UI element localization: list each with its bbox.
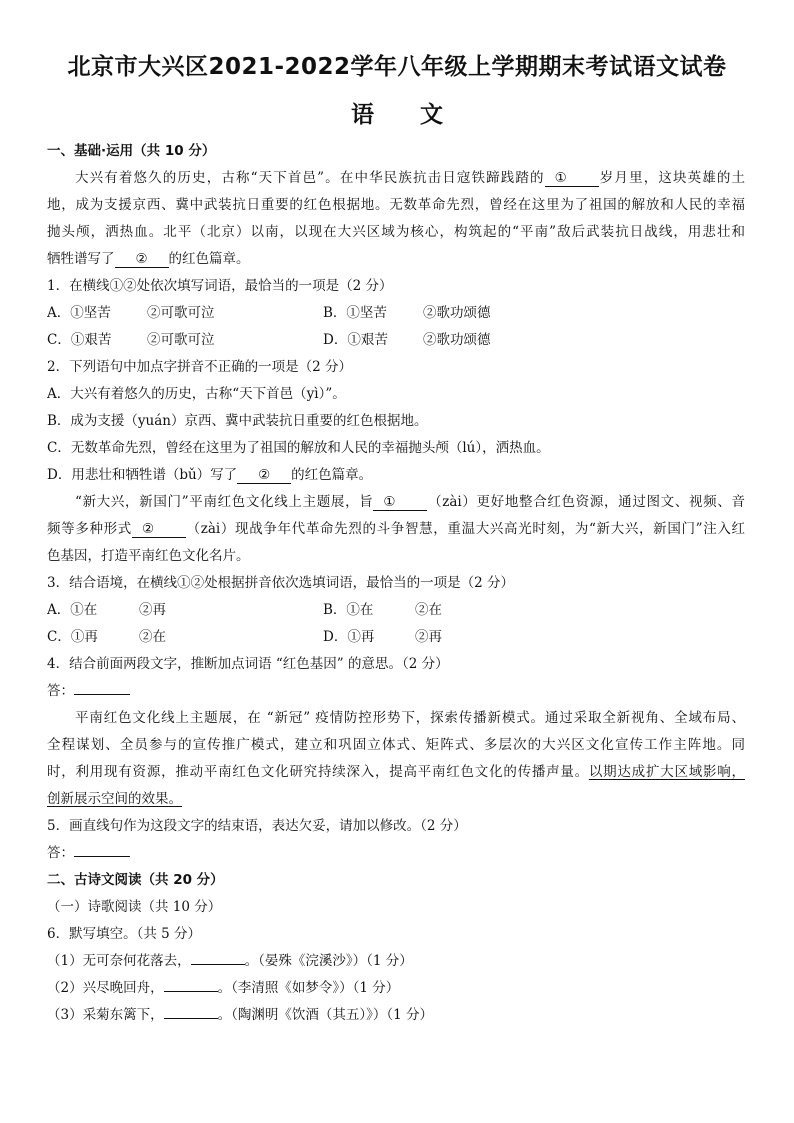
passage-3-line: 平南红色文化线上主题展，在 “新冠” 疫情防控形势下，探索传播新模式。通过采取全新视角、全域布局、 bbox=[75, 710, 745, 726]
option-a: A．大兴有着悠久的历史，古称“天下首邑（yì）”。 bbox=[47, 386, 346, 402]
option-a: A．①坚苦 bbox=[47, 305, 111, 321]
option-d: D．①艰苦 bbox=[323, 332, 388, 348]
passage-1-line: 牺牲谱写了 ② 的红色篇章。 bbox=[47, 251, 250, 267]
fill-blank: ② bbox=[115, 252, 169, 268]
question-2-stem: 2．下列语句中加点字拼音不正确的一项是（2 分） bbox=[47, 359, 352, 375]
option-b: B．①在 bbox=[323, 602, 374, 618]
passage-3-line: 全程谋划、全员参与的宣传推广模式，建立和巩固立体式、矩阵式、多层次的大兴区文化宣传工作主阵地。同 bbox=[47, 737, 745, 753]
answer-blank[interactable] bbox=[74, 841, 130, 857]
answer-line: 答： bbox=[47, 840, 745, 867]
passage-2-line: 色基因，打造平南红色文化名片。 bbox=[47, 548, 250, 564]
question-3-stem: 3．结合语境，在横线①②处根据拼音依次选填词语，最恰当的一项是（2 分） bbox=[47, 575, 514, 591]
question-3-options-row: A．①在 ②再 B．①在 ②在 bbox=[47, 597, 745, 624]
answer-line: 答： bbox=[47, 678, 745, 705]
question-1-stem: 1．在横线①②处依次填写词语，最恰当的一项是（2 分） bbox=[47, 278, 393, 294]
section-2-heading: 二、古诗文阅读（共 20 分） bbox=[47, 872, 224, 888]
passage-3-line bbox=[47, 786, 745, 813]
option-c: C．①再 bbox=[47, 629, 98, 645]
fill-blank: ② bbox=[132, 522, 186, 538]
passage-1-line: 地，成为支援京西、冀中武装抗日重要的红色根据地。无数革命先烈，曾经在这里为了祖国的解放和人民的幸福 bbox=[47, 197, 745, 213]
underlined-sentence: 以期达成扩大区域影响， bbox=[588, 764, 745, 780]
option-b: B．成为支援（yuán）京西、冀中武装抗日重要的红色根据地。 bbox=[47, 413, 428, 429]
exam-content bbox=[47, 138, 745, 1029]
dictation-item: （1）无可奈何花落去， 。（晏殊《浣溪沙》）（1 分） bbox=[47, 948, 745, 975]
option-b: B．①坚苦 bbox=[323, 305, 387, 321]
subject-title: 语 文 bbox=[351, 102, 443, 128]
question-1-options-row: C．①艰苦 ②可歌可泣 D．①艰苦 ②歌功颂德 bbox=[47, 327, 745, 354]
exam-title: 北京市大兴区2021-2022学年八年级上学期期末考试语文试卷 bbox=[67, 54, 727, 80]
fill-blank: ② bbox=[237, 468, 291, 484]
dictation-blank[interactable] bbox=[191, 950, 245, 965]
passage-1-line: 抛头颅，洒热血。北平（北京）以南，以现在大兴区域为核心，构筑起的“平南”敌后武装抗日战线，用悲壮和 bbox=[47, 224, 745, 240]
passage-1-line: 大兴有着悠久的历史，古称“天下首邑”。在中华民族抗击日寇铁蹄践踏的 ① 岁月里，这块英雄的土 bbox=[75, 170, 745, 186]
dictation-item: （3）采菊东篱下， 。（陶渊明《饮酒（其五）》）（1 分） bbox=[47, 1002, 745, 1029]
fill-blank: ① bbox=[545, 171, 599, 187]
option-d: D．用悲壮和牺牲谱（bǔ）写了 ② 的红色篇章。 bbox=[47, 467, 373, 483]
question-6-stem: 6．默写填空。（共 5 分） bbox=[47, 926, 202, 942]
passage-2-line: 频等多种形式 ② （zài）现战争年代革命先烈的斗争智慧，重温大兴高光时刻，为“新大兴，新国门”注入红 bbox=[47, 521, 745, 537]
question-4-stem: 4．结合前面两段文字，推断加点词语 “红色基因” 的意思。（2 分） bbox=[47, 656, 449, 672]
option-c: C．①艰苦 bbox=[47, 332, 112, 348]
fill-blank: ① bbox=[373, 495, 427, 511]
dictation-blank[interactable] bbox=[164, 1004, 218, 1019]
option-d: D．①再 bbox=[323, 629, 375, 645]
option-c: C．无数革命先烈，曾经在这里为了祖国的解放和人民的幸福抛头颅（lú），洒热血。 bbox=[47, 440, 550, 456]
subsection-heading: （一）诗歌阅读（共 10 分） bbox=[47, 899, 222, 915]
passage-2-line: “新大兴，新国门”平南红色文化线上主题展，旨 ① （zài）更好地整合红色资源，通过图文、视频、音 bbox=[75, 494, 745, 510]
question-3-options-row: C．①再 ②在 D．①再 ②再 bbox=[47, 624, 745, 651]
option-a: A．①在 bbox=[47, 602, 98, 618]
section-1-heading: 一、基础·运用（共 10 分） bbox=[47, 143, 216, 159]
dictation-blank[interactable] bbox=[164, 977, 218, 992]
question-5-stem: 5．画直线句作为这段文字的结束语，表达欠妥，请加以修改。（2 分） bbox=[47, 818, 467, 834]
question-1-options-row: A．①坚苦 ②可歌可泣 B．①坚苦 ②歌功颂德 bbox=[47, 300, 745, 327]
passage-3-line: 时，利用现有资源，推动平南红色文化研究持续深入，提高平南红色文化的传播声量。以期达成扩大区域影响， bbox=[47, 764, 745, 780]
underlined-sentence: 创新展示空间的效果。 bbox=[47, 791, 182, 807]
dictation-item: （2）兴尽晚回舟， 。（李清照《如梦令》）（1 分） bbox=[47, 975, 745, 1002]
answer-blank[interactable] bbox=[74, 679, 130, 695]
